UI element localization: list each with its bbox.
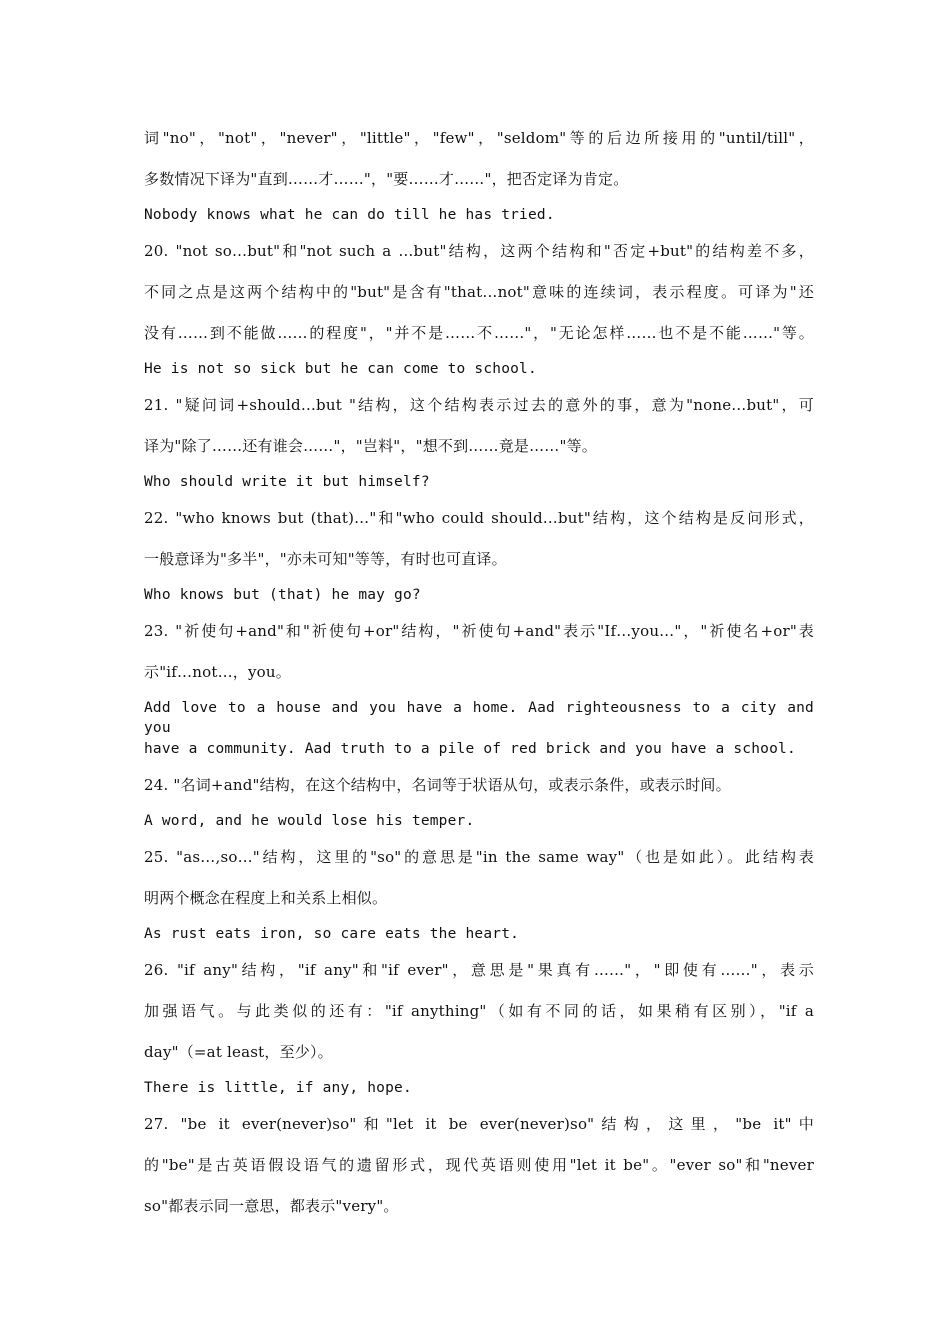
text-line: 词"no"，"not"，"never"，"little"，"few"，"seldom"等的后边所接用的"until/till"， <box>144 129 814 147</box>
item-heading: 26. "if any"结构，"if any"和"if ever"，意思是"果真有……"，"即使有……"，表示 <box>144 961 814 979</box>
text-line: 的"be"是古英语假设语气的遗留形式，现代英语则使用"let it be"。"ever so"和"never <box>144 1156 814 1174</box>
item-heading: 24. "名词+and"结构，在这个结构中，名词等于状语从句，或表示条件，或表示时间。 <box>144 776 731 794</box>
text-line: so"都表示同一意思，都表示"very"。 <box>144 1197 399 1215</box>
item-heading: 27. "be it ever(never)so"和"let it be ever(never)so"结构，这里，"be it"中 <box>144 1115 814 1133</box>
example-sentence: Add love to a house and you have a home. Aad righteousness to a city and you <box>144 700 814 736</box>
item-heading: 20. "not so…but"和"not such a …but"结构，这两个结构和"否定+but"的结构差不多， <box>144 242 814 260</box>
text-line: 一般意译为"多半"，"亦未可知"等等，有时也可直译。 <box>144 550 507 568</box>
text-line: 译为"除了……还有谁会……"，"岂料"，"想不到……竟是……"等。 <box>144 437 597 455</box>
example-sentence: There is little, if any, hope. <box>144 1080 412 1096</box>
text-line: 不同之点是这两个结构中的"but"是含有"that…not"意味的连续词，表示程度。可译为"还 <box>144 283 814 301</box>
item-heading: 23. "祈使句+and"和"祈使句+or"结构，"祈使句+and"表示"If…you…"，"祈使名+or"表 <box>144 622 814 640</box>
example-sentence: Nobody knows what he can do till he has tried. <box>144 207 555 223</box>
example-sentence: Who should write it but himself? <box>144 474 430 490</box>
text-line: 没有……到不能做……的程度"，"并不是……不……"，"无论怎样……也不是不能……"等。 <box>144 324 814 342</box>
example-sentence: He is not so sick but he can come to school. <box>144 361 537 377</box>
example-sentence: A word, and he would lose his temper. <box>144 813 475 829</box>
text-line: day"（=at least，至少）。 <box>144 1043 333 1061</box>
item-heading: 21. "疑问词+should…but "结构，这个结构表示过去的意外的事，意为"none…but"，可 <box>144 396 815 414</box>
example-sentence: have a community. Aad truth to a pile of red brick and you have a school. <box>144 741 796 757</box>
item-heading: 22. "who knows but (that)…"和"who could should…but"结构，这个结构是反问形式， <box>144 509 814 527</box>
text-line: 加强语气。与此类似的还有："if anything"（如有不同的话，如果稍有区别），"if a <box>144 1002 814 1020</box>
text-line: 示"if…not…，you。 <box>144 663 291 681</box>
example-sentence: As rust eats iron, so care eats the heart. <box>144 926 520 942</box>
item-heading: 25. "as…,so…"结构，这里的"so"的意思是"in the same way"（也是如此）。此结构表 <box>144 848 814 866</box>
example-sentence: Who knows but (that) he may go? <box>144 587 421 603</box>
text-line: 多数情况下译为"直到……才……"，"要……才……"，把否定译为肯定。 <box>144 170 629 188</box>
text-line: 明两个概念在程度上和关系上相似。 <box>144 889 388 907</box>
